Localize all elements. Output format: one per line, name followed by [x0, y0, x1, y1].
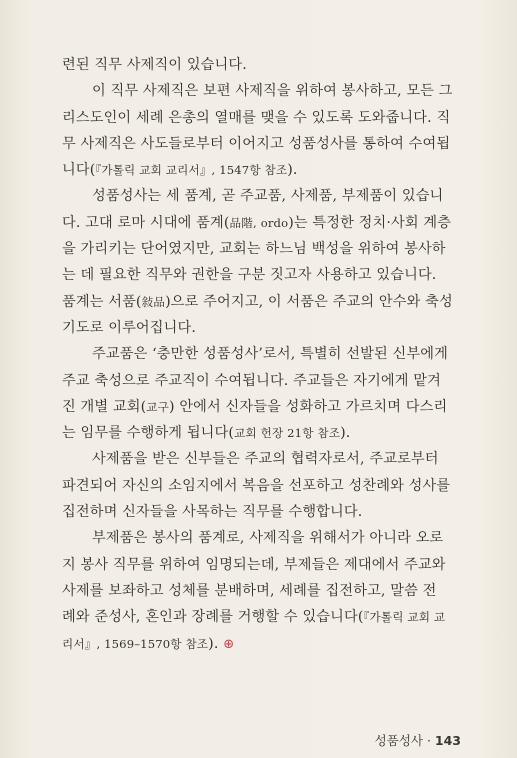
annotation: 品階, ordo: [229, 215, 289, 230]
running-section-title: 성품성사: [374, 733, 423, 748]
citation: 『가톨릭 교회 교: [363, 610, 446, 625]
text-line: [62, 604, 470, 630]
text-line: 파견되어 자신의 소임지에서 복음을 선포하고 성찬례와 성사를: [62, 477, 451, 494]
text-run: )는 특정한 정치·사회 계층: [288, 214, 452, 231]
text-line: [62, 420, 470, 446]
body-text: [62, 52, 470, 657]
text-run: ).: [208, 635, 219, 652]
text-line: [62, 289, 470, 315]
text-line: 주교 축성으로 주교직이 수여됩니다. 주교들은 자기에게 맡겨: [62, 372, 441, 389]
page-footer: [375, 731, 461, 749]
text-run: 진 개별 교회(: [62, 398, 147, 415]
text-line: 집전하며 신자들을 사목하는 직무를 수행합니다.: [62, 504, 363, 521]
citation: 교회 헌장 21항 참조: [234, 426, 341, 441]
text-run: 례와 준성사, 혼인과 장례를 거행할 수 있습니다(: [62, 609, 364, 626]
text-run: 는 임무를 수행하게 됩니다(: [62, 425, 235, 442]
annotation: 교구: [146, 399, 169, 414]
text-line: 기도로 이루어집니다.: [62, 319, 197, 336]
text-line: 사제를 보좌하고 성체를 분배하며, 세례를 집전하고, 말씀 전: [62, 582, 437, 599]
text-line: 이 직무 사제직은 보편 사제직을 위하여 봉사하고, 모든 그: [92, 83, 453, 100]
text-line: 사제품을 받은 신부들은 주교의 협력자로서, 주교로부터: [92, 451, 439, 468]
citation: 리서』, 1569–1570항 참조: [62, 636, 209, 651]
citation: 『가톨릭 교회 교리서』, 1547항 참조: [95, 163, 288, 178]
text-line: 는 데 필요한 직무와 권한을 구분 짓고자 사용하고 있습니다.: [62, 267, 437, 284]
text-run: )으로 주어지고, 이 서품은 주교의 안수와 축성: [165, 293, 453, 310]
text-line: 리스도인이 세례 은총의 열매를 맺을 수 있도록 도와줍니다. 직: [62, 109, 451, 126]
text-run: ).: [340, 425, 351, 442]
text-line: [62, 157, 470, 183]
annotation: 敍品: [141, 294, 166, 309]
text-line: [62, 210, 470, 236]
page-number: 143: [434, 733, 461, 748]
text-line: 련된 직무 사제직이 있습니다.: [62, 57, 247, 73]
text-run: ).: [287, 162, 298, 179]
text-line: 성품성사는 세 품계, 곧 주교품, 사제품, 부제품이 있습니: [92, 188, 444, 205]
text-line: [62, 394, 470, 420]
text-run: ) 안에서 신자들을 성화하고 가르치며 다스리: [168, 398, 448, 415]
text-line: 을 가리키는 단어였지만, 교회는 하느님 백성을 위하여 봉사하: [62, 241, 446, 258]
text-line: [62, 631, 470, 657]
footer-separator: ·: [422, 733, 435, 748]
text-run: 다. 고대 로마 시대에 품계(: [62, 214, 230, 231]
end-mark-icon: ⊕: [223, 636, 235, 652]
text-run: 니다(: [62, 162, 96, 179]
text-line: 무 사제직은 사도들로부터 이어지고 성품성사를 통하여 수여됩: [62, 135, 451, 152]
text-line: 지 봉사 직무를 위하여 임명되는데, 부제들은 제대에서 주교와: [62, 556, 446, 573]
text-run: 품계는 서품(: [62, 293, 142, 310]
text-line: 부제품은 봉사의 품계로, 사제직을 위해서가 아니라 오로: [92, 530, 444, 547]
text-line: 주교품은 ‘충만한 성품성사’로서, 특별히 선발된 신부에게: [92, 346, 448, 363]
